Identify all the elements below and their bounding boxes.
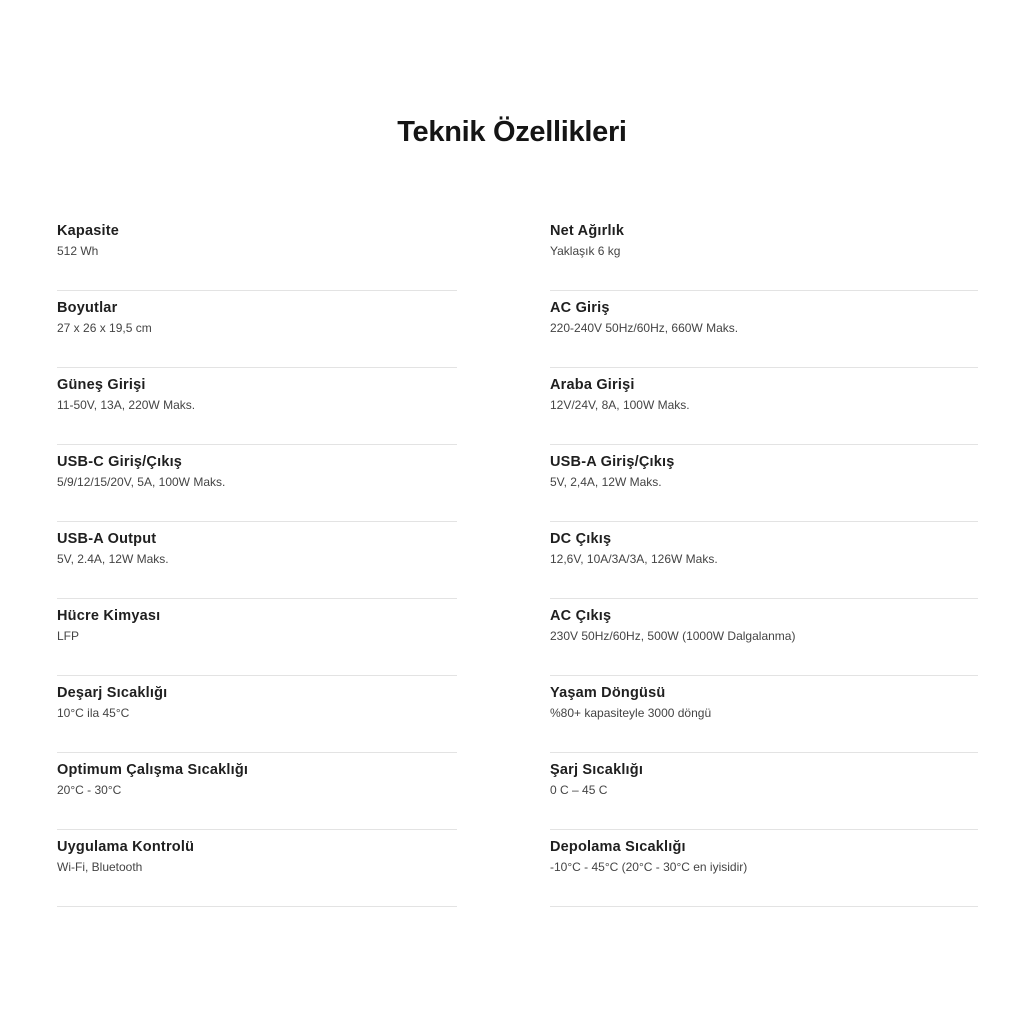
spec-item-discharge-temp xyxy=(57,676,457,753)
spec-item-dc-output xyxy=(550,522,978,599)
spec-value: 512 Wh xyxy=(57,244,99,258)
spec-item-ac-output xyxy=(550,599,978,676)
spec-value: 0 C – 45 C xyxy=(550,783,608,797)
spec-value: 5V, 2.4A, 12W Maks. xyxy=(57,552,169,566)
spec-label: Araba Girişi xyxy=(550,377,635,393)
spec-label: Hücre Kimyası xyxy=(57,608,161,624)
spec-label: Kapasite xyxy=(57,223,120,239)
spec-item-ac-input xyxy=(550,291,978,368)
spec-value: -10°C - 45°C (20°C - 30°C en iyisidir) xyxy=(550,860,748,874)
spec-label: USB-A Output xyxy=(57,531,157,547)
page-title: Teknik Özellikleri xyxy=(397,116,627,148)
spec-item-cell-chemistry xyxy=(57,599,457,676)
spec-label: Optimum Çalışma Sıcaklığı xyxy=(57,762,249,778)
spec-value: 5V, 2,4A, 12W Maks. xyxy=(550,475,662,489)
spec-label: AC Çıkış xyxy=(550,608,612,624)
spec-value: 12V/24V, 8A, 100W Maks. xyxy=(550,398,690,412)
spec-value: 10°C ila 45°C xyxy=(57,706,130,720)
spec-item-dimensions xyxy=(57,291,457,368)
spec-item-net-weight xyxy=(550,214,978,291)
spec-value: LFP xyxy=(57,629,80,643)
spec-label: USB-C Giriş/Çıkış xyxy=(57,454,183,470)
spec-value: 230V 50Hz/60Hz, 500W (1000W Dalgalanma) xyxy=(550,629,796,643)
spec-value: Wi-Fi, Bluetooth xyxy=(57,860,143,874)
spec-item-car-input xyxy=(550,368,978,445)
spec-label: USB-A Giriş/Çıkış xyxy=(550,454,675,470)
spec-item-usb-c xyxy=(57,445,457,522)
spec-value: 11-50V, 13A, 220W Maks. xyxy=(57,398,196,412)
spec-value: 20°C - 30°C xyxy=(57,783,122,797)
spec-item-usb-a-io xyxy=(550,445,978,522)
spec-item-capacity xyxy=(57,214,457,291)
spec-item-charge-temp xyxy=(550,753,978,830)
spec-label: Boyutlar xyxy=(57,300,118,316)
spec-label: Şarj Sıcaklığı xyxy=(550,762,644,778)
spec-label: Depolama Sıcaklığı xyxy=(550,839,686,855)
spec-label: Deşarj Sıcaklığı xyxy=(57,685,168,701)
spec-label: AC Giriş xyxy=(550,300,610,316)
spec-value: 27 x 26 x 19,5 cm xyxy=(57,321,152,335)
spec-label: Güneş Girişi xyxy=(57,377,146,393)
spec-value: %80+ kapasiteyle 3000 döngü xyxy=(550,706,712,720)
spec-label: Uygulama Kontrolü xyxy=(57,839,195,855)
spec-label: Yaşam Döngüsü xyxy=(550,685,666,701)
spec-item-life-cycle xyxy=(550,676,978,753)
spec-item-usb-a-output xyxy=(57,522,457,599)
spec-column-right xyxy=(550,214,978,907)
spec-label: DC Çıkış xyxy=(550,531,612,547)
spec-item-storage-temp xyxy=(550,830,978,907)
spec-value: 5/9/12/15/20V, 5A, 100W Maks. xyxy=(57,475,226,489)
spec-column-left xyxy=(57,214,457,907)
spec-item-app-control xyxy=(57,830,457,907)
spec-value: 12,6V, 10A/3A/3A, 126W Maks. xyxy=(550,552,718,566)
spec-item-solar-input xyxy=(57,368,457,445)
spec-item-optimum-temp xyxy=(57,753,457,830)
spec-value: 220-240V 50Hz/60Hz, 660W Maks. xyxy=(550,321,739,335)
spec-label: Net Ağırlık xyxy=(550,223,625,239)
spec-value: Yaklaşık 6 kg xyxy=(550,244,621,258)
